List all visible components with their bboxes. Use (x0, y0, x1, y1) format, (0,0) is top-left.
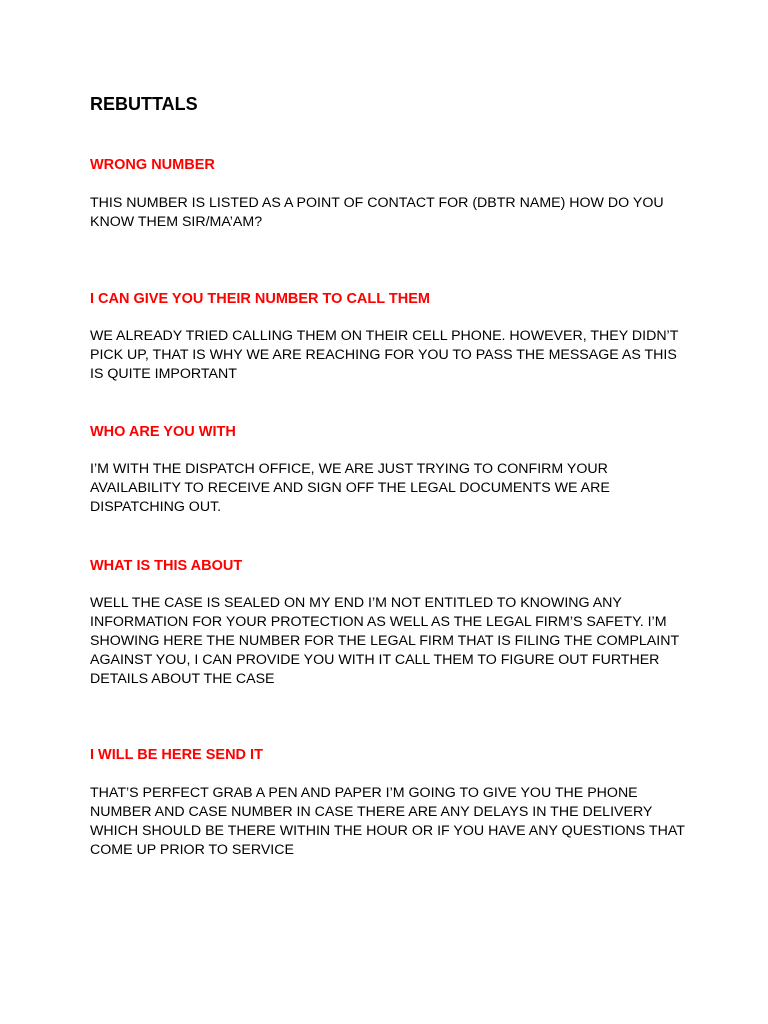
body-line: WELL THE CASE IS SEALED ON MY END I’M NOT ENTITLED TO KNOWING ANY (90, 595, 622, 611)
body-line: THAT’S PERFECT GRAB A PEN AND PAPER I’M GOING TO GIVE YOU THE PHONE (90, 785, 638, 801)
body-line: PICK UP, THAT IS WHY WE ARE REACHING FOR YOU TO PASS THE MESSAGE AS THIS (90, 347, 677, 363)
body-line: COME UP PRIOR TO SERVICE (90, 842, 294, 858)
body-line: THIS NUMBER IS LISTED AS A POINT OF CONTACT FOR (DBTR NAME) HOW DO YOU (90, 195, 664, 211)
document-title: REBUTTALS (90, 94, 198, 114)
body-line: DISPATCHING OUT. (90, 499, 222, 515)
section-heading: I WILL BE HERE SEND IT (90, 747, 263, 763)
section-body (90, 194, 690, 232)
section-body (90, 784, 690, 860)
section-body (90, 594, 690, 689)
body-line: WE ALREADY TRIED CALLING THEM ON THEIR CELL PHONE. HOWEVER, THEY DIDN’T (90, 328, 679, 344)
body-line: NUMBER AND CASE NUMBER IN CASE THERE ARE ANY DELAYS IN THE DELIVERY (90, 804, 653, 820)
body-line: KNOW THEM SIR/MA’AM? (90, 214, 263, 230)
body-line: AGAINST YOU, I CAN PROVIDE YOU WITH IT CALL THEM TO FIGURE OUT FURTHER (90, 652, 660, 668)
section-heading: WHAT IS THIS ABOUT (90, 558, 243, 574)
body-line: WHICH SHOULD BE THERE WITHIN THE HOUR OR IF YOU HAVE ANY QUESTIONS THAT (90, 823, 685, 839)
body-line: INFORMATION FOR YOUR PROTECTION AS WELL AS THE LEGAL FIRM’S SAFETY. I’M (90, 614, 667, 630)
section-body (90, 327, 690, 384)
body-line: AVAILABILITY TO RECEIVE AND SIGN OFF THE LEGAL DOCUMENTS WE ARE (90, 480, 610, 496)
body-line: I’M WITH THE DISPATCH OFFICE, WE ARE JUST TRYING TO CONFIRM YOUR (90, 461, 608, 477)
section-heading: WHO ARE YOU WITH (90, 424, 236, 440)
body-line: IS QUITE IMPORTANT (90, 366, 237, 382)
section-heading: I CAN GIVE YOU THEIR NUMBER TO CALL THEM (90, 291, 430, 307)
body-line: SHOWING HERE THE NUMBER FOR THE LEGAL FIRM THAT IS FILING THE COMPLAINT (90, 633, 680, 649)
section-body (90, 460, 690, 517)
section-heading: WRONG NUMBER (90, 157, 215, 173)
body-line: DETAILS ABOUT THE CASE (90, 671, 275, 687)
